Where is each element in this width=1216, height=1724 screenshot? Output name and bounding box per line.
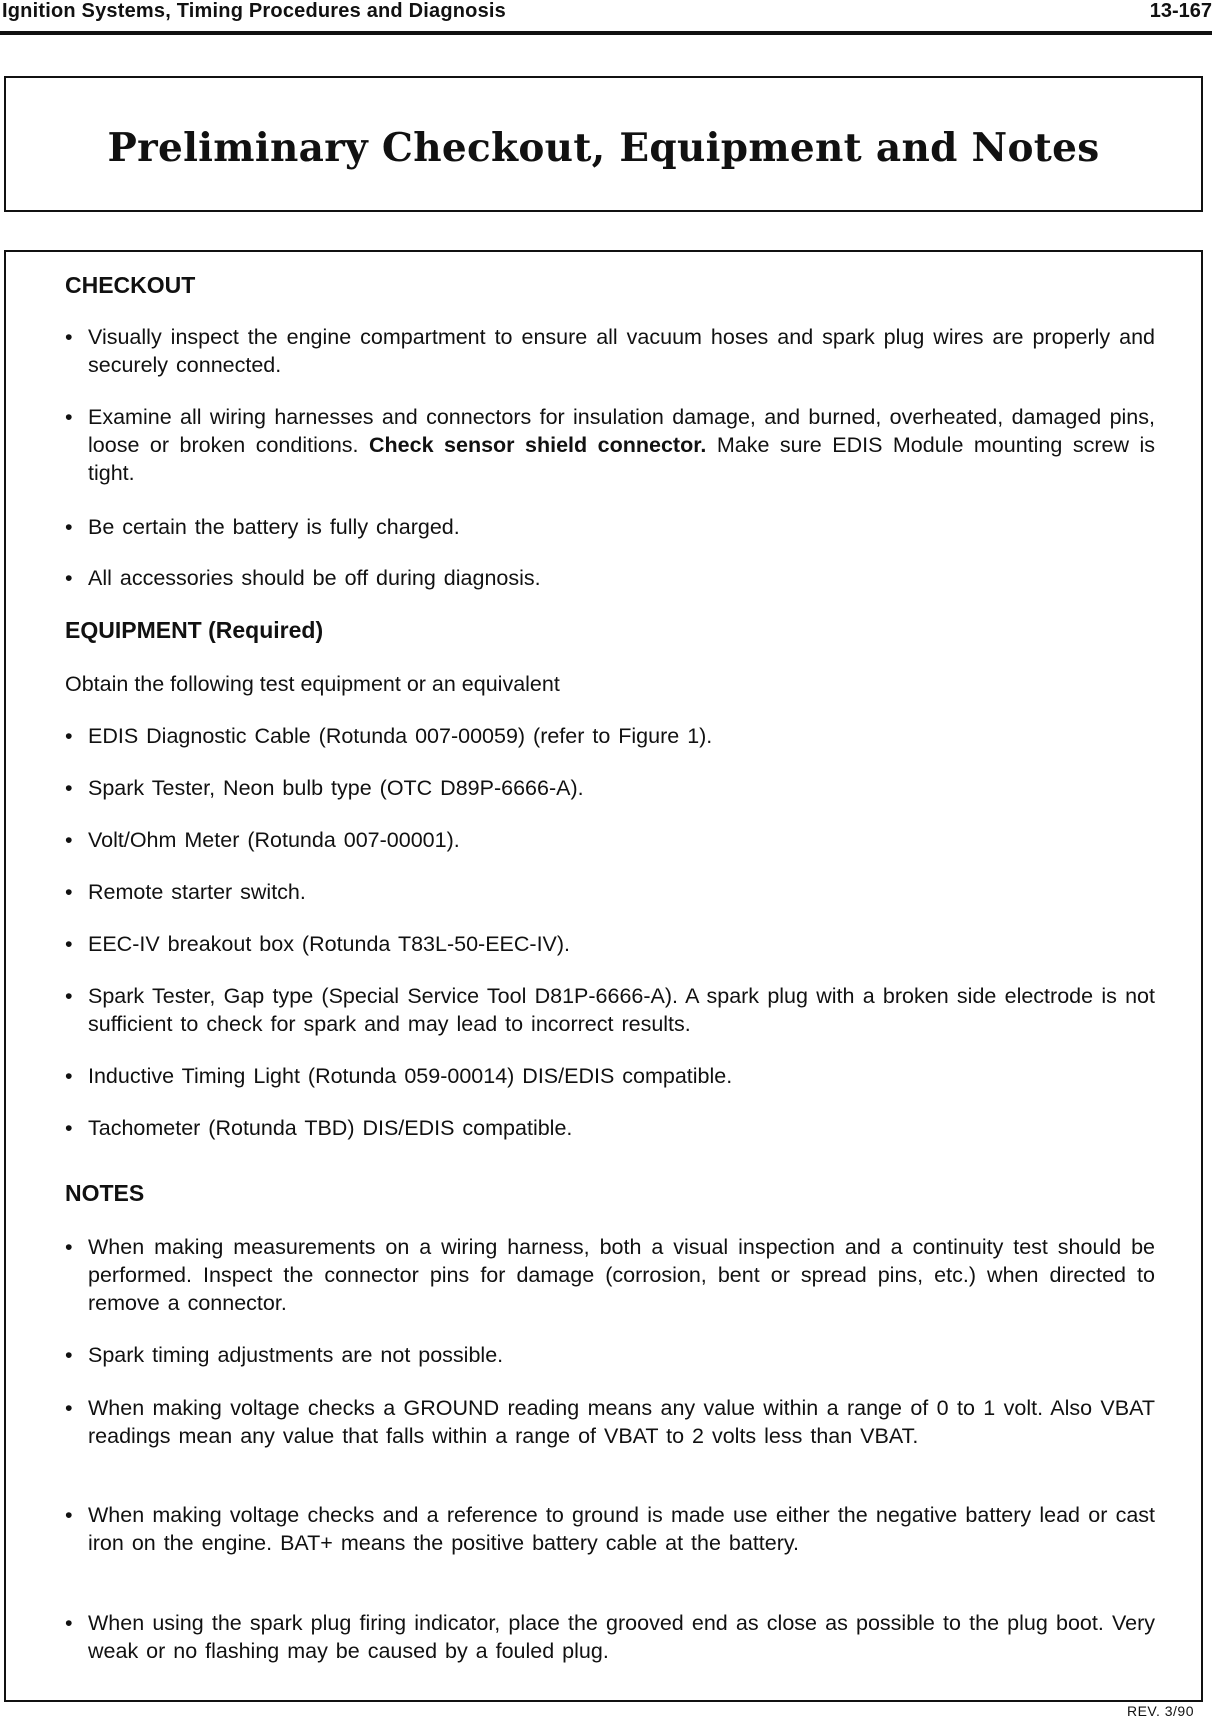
notes-item bbox=[65, 1394, 1155, 1450]
checkout-item bbox=[65, 513, 1155, 541]
bullet-icon: • bbox=[65, 1343, 73, 1367]
checkout-item-text-a: Examine all wiring harnesses and connectors for insulation damage, and burned, overheated, damaged pins, loose or broken conditions. bbox=[88, 405, 1155, 457]
notes-heading: NOTES bbox=[65, 1180, 145, 1206]
checkout-item-text bbox=[88, 403, 1155, 487]
equipment-item bbox=[65, 930, 1155, 958]
equipment-item-text: Tachometer (Rotunda TBD) DIS/EDIS compatible. bbox=[88, 1116, 573, 1140]
bullet-icon: • bbox=[65, 724, 73, 748]
notes-item-text: When using the spark plug firing indicator, place the grooved end as close as possible to the plug boot. Very weak or no flashing may be caused by a fouled plug. bbox=[88, 1611, 1155, 1663]
bullet-icon: • bbox=[65, 515, 73, 539]
bullet-icon: • bbox=[65, 776, 73, 800]
equipment-item bbox=[65, 982, 1155, 1038]
equipment-item-text: Inductive Timing Light (Rotunda 059-00014) DIS/EDIS compatible. bbox=[88, 1064, 733, 1088]
checkout-item bbox=[65, 564, 1155, 592]
equipment-heading: EQUIPMENT (Required) bbox=[65, 617, 324, 643]
notes-item-text: When making measurements on a wiring harness, both a visual inspection and a continuity test should be performed. Inspect the connector pins for damage (corrosion, bent or spread pins, etc.) when directed to remove a connector. bbox=[88, 1235, 1155, 1315]
notes-item bbox=[65, 1501, 1155, 1557]
revision-label: REV. 3/90 bbox=[1126, 1703, 1194, 1719]
checkout-heading: CHECKOUT bbox=[65, 272, 196, 298]
bullet-icon: • bbox=[65, 1235, 73, 1259]
bullet-icon: • bbox=[65, 1503, 73, 1527]
bullet-icon: • bbox=[65, 1396, 73, 1420]
equipment-item-text: Spark Tester, Neon bulb type (OTC D89P-6666-A). bbox=[88, 776, 584, 800]
page-number: 13-167 bbox=[1149, 0, 1212, 22]
checkout-item-text: Be certain the battery is fully charged. bbox=[88, 515, 460, 539]
checkout-item bbox=[65, 403, 1155, 487]
checkout-item-text: All accessories should be off during diagnosis. bbox=[88, 566, 541, 590]
checkout-item bbox=[65, 323, 1155, 379]
header-divider bbox=[0, 31, 1212, 35]
bullet-icon: • bbox=[65, 566, 73, 590]
notes-item bbox=[65, 1609, 1155, 1665]
equipment-item-text: Remote starter switch. bbox=[88, 880, 306, 904]
checkout-item-text-b: Make sure EDIS Module mounting screw is tight. bbox=[88, 433, 1155, 485]
equipment-item-text: EEC-IV breakout box (Rotunda T83L-50-EEC-IV). bbox=[88, 932, 571, 956]
bullet-icon: • bbox=[65, 984, 73, 1008]
equipment-item-text: EDIS Diagnostic Cable (Rotunda 007-00059) (refer to Figure 1). bbox=[88, 724, 713, 748]
notes-item-text: When making voltage checks a GROUND reading means any value within a range of 0 to 1 volt. Also VBAT readings mean any value that falls within a range of VBAT to 2 volts less than VBAT. bbox=[88, 1396, 1155, 1448]
equipment-item bbox=[65, 1062, 1155, 1090]
bullet-icon: • bbox=[65, 1116, 73, 1140]
notes-item bbox=[65, 1341, 1155, 1369]
equipment-intro: Obtain the following test equipment or an equivalent bbox=[65, 672, 560, 696]
equipment-item bbox=[65, 826, 1155, 854]
equipment-item bbox=[65, 878, 1155, 906]
bullet-icon: • bbox=[65, 828, 73, 852]
equipment-item bbox=[65, 722, 1155, 750]
equipment-item-text: Volt/Ohm Meter (Rotunda 007-00001). bbox=[88, 828, 460, 852]
page-header bbox=[0, 0, 1216, 30]
title-box bbox=[4, 76, 1203, 212]
equipment-item bbox=[65, 1114, 1155, 1142]
notes-item bbox=[65, 1233, 1155, 1317]
bullet-icon: • bbox=[65, 325, 73, 349]
page-title: Preliminary Checkout, Equipment and Notes bbox=[107, 125, 1100, 171]
bullet-icon: • bbox=[65, 405, 73, 429]
checkout-item-bold: Check sensor shield connector. bbox=[369, 433, 707, 457]
equipment-item-text: Spark Tester, Gap type (Special Service Tool D81P-6666-A). A spark plug with a broken side electrode is not sufficient to check for spark and may lead to incorrect results. bbox=[88, 984, 1155, 1036]
bullet-icon: • bbox=[65, 880, 73, 904]
notes-item-text: When making voltage checks and a reference to ground is made use either the negative battery lead or cast iron on the engine. BAT+ means the positive battery cable at the battery. bbox=[88, 1503, 1155, 1555]
bullet-icon: • bbox=[65, 1611, 73, 1635]
checkout-item-text: Visually inspect the engine compartment to ensure all vacuum hoses and spark plug wires are properly and securely connected. bbox=[88, 325, 1155, 377]
equipment-item bbox=[65, 774, 1155, 802]
bullet-icon: • bbox=[65, 932, 73, 956]
notes-item-text: Spark timing adjustments are not possible. bbox=[88, 1343, 504, 1367]
section-title: Ignition Systems, Timing Procedures and Diagnosis bbox=[2, 0, 506, 22]
bullet-icon: • bbox=[65, 1064, 73, 1088]
